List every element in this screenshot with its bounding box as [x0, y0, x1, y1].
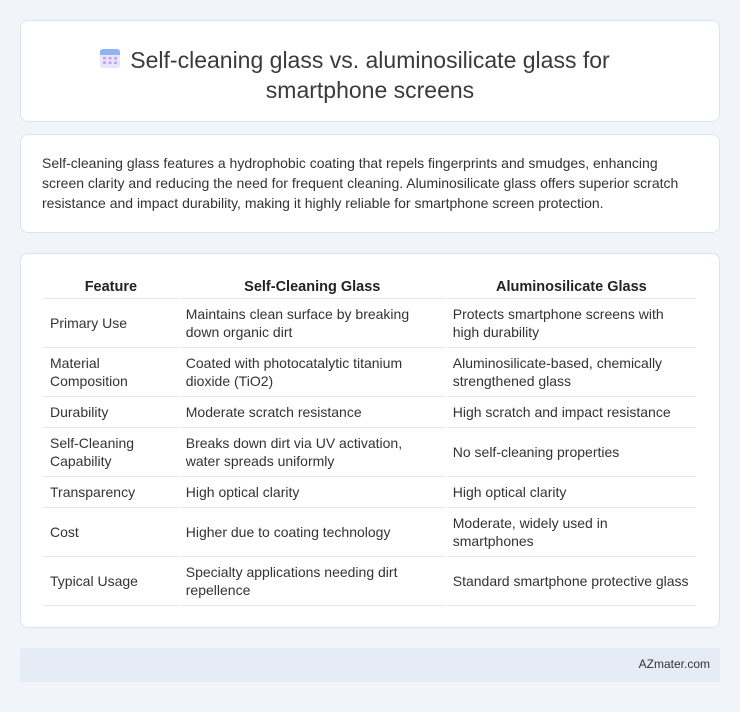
row-self-cleaning-value: High optical clarity: [180, 477, 445, 508]
intro-card: [20, 134, 720, 233]
table-row: [44, 397, 696, 428]
row-self-cleaning-value: Coated with photocatalytic titanium dioxide (TiO2): [180, 348, 445, 397]
row-aluminosilicate-value: Standard smartphone protective glass: [447, 557, 696, 606]
intro-text: Self-cleaning glass features a hydrophobic coating that repels fingerprints and smudges, enhancing screen clarity and reducing the need for frequent cleaning. Aluminosilicate glass offers superior scratch resistance and impact durability, making it highly reliable for smartphone screen protection.: [42, 155, 679, 211]
comparison-table: [42, 274, 698, 606]
header-self-cleaning-glass: Self-Cleaning Glass: [180, 274, 445, 299]
row-aluminosilicate-value: Aluminosilicate-based, chemically strengthened glass: [447, 348, 696, 397]
row-aluminosilicate-value: Protects smartphone screens with high durability: [447, 299, 696, 348]
header-feature: Feature: [44, 274, 178, 299]
row-feature: Durability: [44, 397, 178, 428]
row-aluminosilicate-value: Moderate, widely used in smartphones: [447, 508, 696, 557]
footer-bar: [20, 648, 720, 682]
row-self-cleaning-value: Higher due to coating technology: [180, 508, 445, 557]
row-aluminosilicate-value: No self-cleaning properties: [447, 428, 696, 477]
row-feature: Material Composition: [44, 348, 178, 397]
row-feature: Cost: [44, 508, 178, 557]
comparison-card: [20, 253, 720, 628]
row-feature: Self-Cleaning Capability: [44, 428, 178, 477]
row-feature: Transparency: [44, 477, 178, 508]
row-feature: Primary Use: [44, 299, 178, 348]
row-self-cleaning-value: Maintains clean surface by breaking down organic dirt: [180, 299, 445, 348]
table-row: [44, 557, 696, 606]
page-title: Self-cleaning glass vs. aluminosilicate glass for smartphone screens: [130, 47, 610, 103]
row-feature: Typical Usage: [44, 557, 178, 606]
footer-brand: AZmater.com: [638, 657, 710, 671]
table-row: [44, 508, 696, 557]
header-aluminosilicate-glass: Aluminosilicate Glass: [447, 274, 696, 299]
table-row: [44, 477, 696, 508]
table-header-row: [44, 274, 696, 299]
row-self-cleaning-value: Moderate scratch resistance: [180, 397, 445, 428]
row-aluminosilicate-value: High scratch and impact resistance: [447, 397, 696, 428]
table-row: [44, 428, 696, 477]
row-aluminosilicate-value: High optical clarity: [447, 477, 696, 508]
table-row: [44, 299, 696, 348]
title-card: [20, 20, 720, 122]
row-self-cleaning-value: Breaks down dirt via UV activation, water spreads uniformly: [180, 428, 445, 477]
table-row: [44, 348, 696, 397]
row-self-cleaning-value: Specialty applications needing dirt repellence: [180, 557, 445, 606]
